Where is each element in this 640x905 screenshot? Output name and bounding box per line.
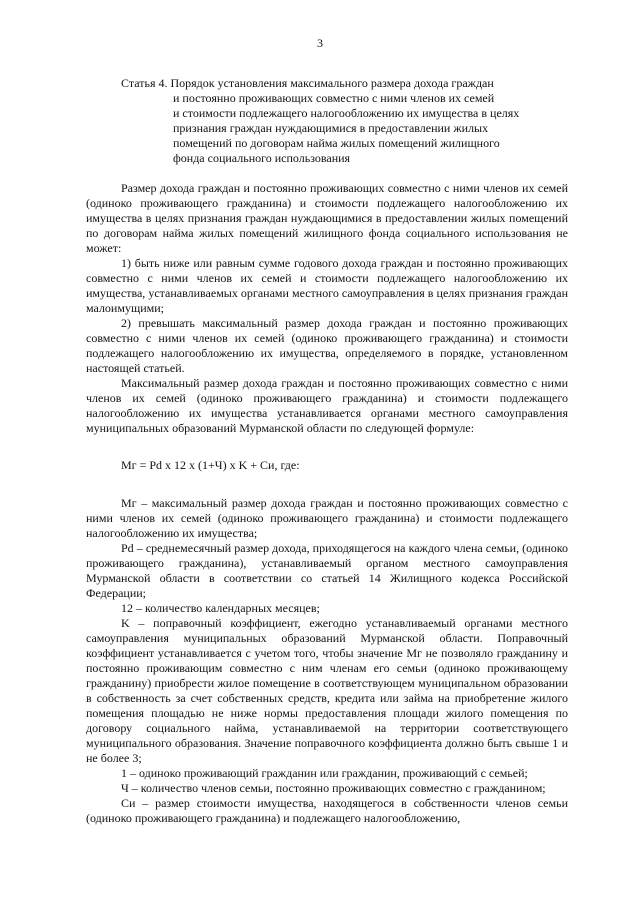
- paragraph-item-2: 2) превышать максимальный размер дохода граждан и постоянно проживающих совместно с ними членов их семей (одиноко проживающего гражданина) и стоимости подлежащего налогообложению их имущества, определяемого в порядке, установленном настоящей статьей.: [86, 316, 568, 375]
- definition-ch: Ч – количество членов семьи, постоянно проживающих совместно с гражданином;: [121, 781, 546, 795]
- definition-pd: Pd – среднемесячный размер дохода, приходящегося на каждого члена семьи, (одиноко проживающего гражданина), устанавливаемый органом местного самоуправления Мурманской области в соответствии со статьей 14 Жилищного кодекса Российской Федерации;: [86, 541, 568, 600]
- article-title-line: и постоянно проживающих совместно с ними членов их семей: [173, 91, 495, 105]
- definition-12: 12 – количество календарных месяцев;: [121, 601, 320, 615]
- article-title: Статья 4. Порядок установления максимального размера дохода граждан: [121, 76, 494, 90]
- article-title-line: фонда социального использования: [173, 151, 351, 165]
- definition-k: K – поправочный коэффициент, ежегодно устанавливаемый органами местного самоуправления муниципальных образований Мурманской области. Поправочный коэффициент устанавливается с учетом того, чтобы значение Мг не позволяло гражданину и постоянно проживающим совместно с ним членам его семьи (одиноко проживающему гражданину) приобрести жилое помещение в соответствующем муниципальном образовании в собственность за счет собственных средств, кредита или займа на приобретение жилого помещения площадью не ниже нормы предоставления площади жилого помещения по договору социального найма, устанавливаемой на территории соответствующего муниципального образования. Значение поправочного коэффициента должно быть свыше 1 и не более 3;: [86, 616, 568, 765]
- article-heading: [121, 76, 561, 166]
- paragraph-item-1: 1) быть ниже или равным сумме годового дохода граждан и постоянно проживающих совместно с ними членов их семей и стоимости подлежащего налогообложению их имущества, устанавливаемых органами местного самоуправления в целях признания граждан малоимущими;: [86, 256, 568, 315]
- paragraph-intro: Размер дохода граждан и постоянно проживающих совместно с ними членов их семей (одиноко проживающего гражданина) и стоимости подлежащего налогообложению их имущества в целях признания граждан нуждающимися в предоставлении жилых помещений по договорам найма жилых помещений жилищного фонда социального использования не может:: [86, 181, 568, 255]
- article-body: [86, 181, 568, 826]
- page-number: 3: [317, 36, 323, 50]
- article-title-line: признания граждан нуждающимися в предоставлении жилых: [173, 121, 489, 135]
- definition-si: Си – размер стоимости имущества, находящегося в собственности членов семьи (одиноко проживающего гражданина) и подлежащего налогообложению,: [86, 796, 568, 825]
- article-title-line: помещений по договорам найма жилых помещений жилищного: [173, 136, 500, 150]
- article-title-line: и стоимости подлежащего налогообложению их имущества в целях: [173, 106, 520, 120]
- definition-mg: Мг – максимальный размер дохода граждан и постоянно проживающих совместно с ними членов их семей (одиноко проживающего гражданина) и стоимости подлежащего налогообложению их имущества;: [86, 496, 568, 540]
- formula: Мг = Pd x 12 x (1+Ч) x K + Си, где:: [121, 458, 300, 472]
- paragraph-formula-intro: Максимальный размер дохода граждан и постоянно проживающих совместно с ними членов их семей (одиноко проживающего гражданина) и стоимости подлежащего налогообложению их имущества устанавливается органами местного самоуправления муниципальных образований Мурманской области по следующей формуле:: [86, 376, 568, 435]
- definition-1: 1 – одиноко проживающий гражданин или гражданин, проживающий с семьей;: [121, 766, 528, 780]
